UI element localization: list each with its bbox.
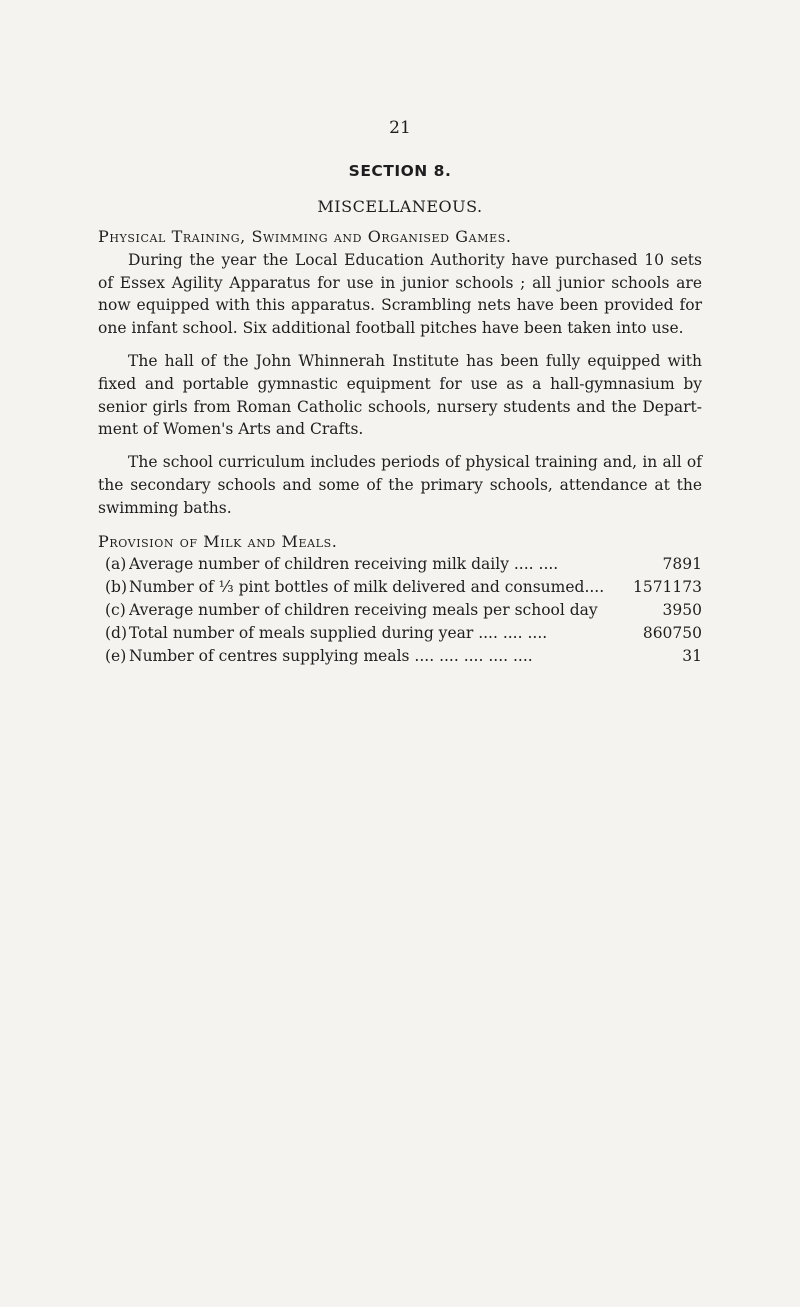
- paragraph-whinnerah-institute: The hall of the John Whinnerah Institute has been fully equipped with fixed and portable gymnastic equipment for use as a hall-gymnasium by senior girls from Roman Catholic schools, nursery students and the Depart-ment of Women's Arts and Crafts.: [98, 351, 702, 439]
- milk-and-meals-list: [98, 553, 702, 667]
- item-value: 7891: [662, 555, 702, 574]
- item-label: Total number of meals supplied during year .... .... ....: [129, 623, 548, 642]
- item-letter: (e): [105, 646, 127, 665]
- item-letter: (d): [105, 623, 128, 642]
- list-item: [98, 599, 702, 622]
- section-subheading: MISCELLANEOUS.: [317, 197, 483, 216]
- list-item: [98, 576, 702, 599]
- paragraph-agility-apparatus: During the year the Local Education Authority have purchased 10 sets of Essex Agility Apparatus for use in junior schools ; all junior schools are now equipped with this apparatus. Scrambling nets have been provided for one infant school. Six additional football pitches have been taken into use.: [98, 250, 702, 338]
- item-letter: (a): [105, 555, 127, 574]
- section-heading: SECTION 8.: [348, 162, 452, 180]
- list-item: [98, 645, 702, 668]
- item-label: Average number of children receiving meals per school day: [129, 600, 598, 619]
- item-value: 3950: [662, 600, 702, 619]
- item-label: Average number of children receiving milk daily .... ....: [129, 555, 559, 574]
- item-value: 860750: [642, 623, 702, 642]
- document-body: [98, 226, 702, 667]
- item-letter: (b): [105, 578, 128, 597]
- physical-training-heading: Physical Training, Swimming and Organised Games.: [98, 227, 512, 246]
- page-number: 21: [389, 118, 411, 138]
- list-item: [98, 622, 702, 645]
- item-label: Number of ⅓ pint bottles of milk delivered and consumed....: [129, 578, 605, 597]
- paragraph-school-curriculum: The school curriculum includes periods of physical training and, in all of the secondary schools and some of the primary schools, attendance at the swimming baths.: [98, 453, 702, 517]
- item-value: 1571173: [632, 578, 702, 597]
- item-value: 31: [682, 646, 702, 665]
- item-letter: (c): [105, 600, 126, 619]
- item-label: Number of centres supplying meals .... .... .... .... ....: [129, 646, 533, 665]
- milk-and-meals-heading: Provision of Milk and Meals.: [98, 531, 338, 551]
- list-item: [98, 553, 702, 576]
